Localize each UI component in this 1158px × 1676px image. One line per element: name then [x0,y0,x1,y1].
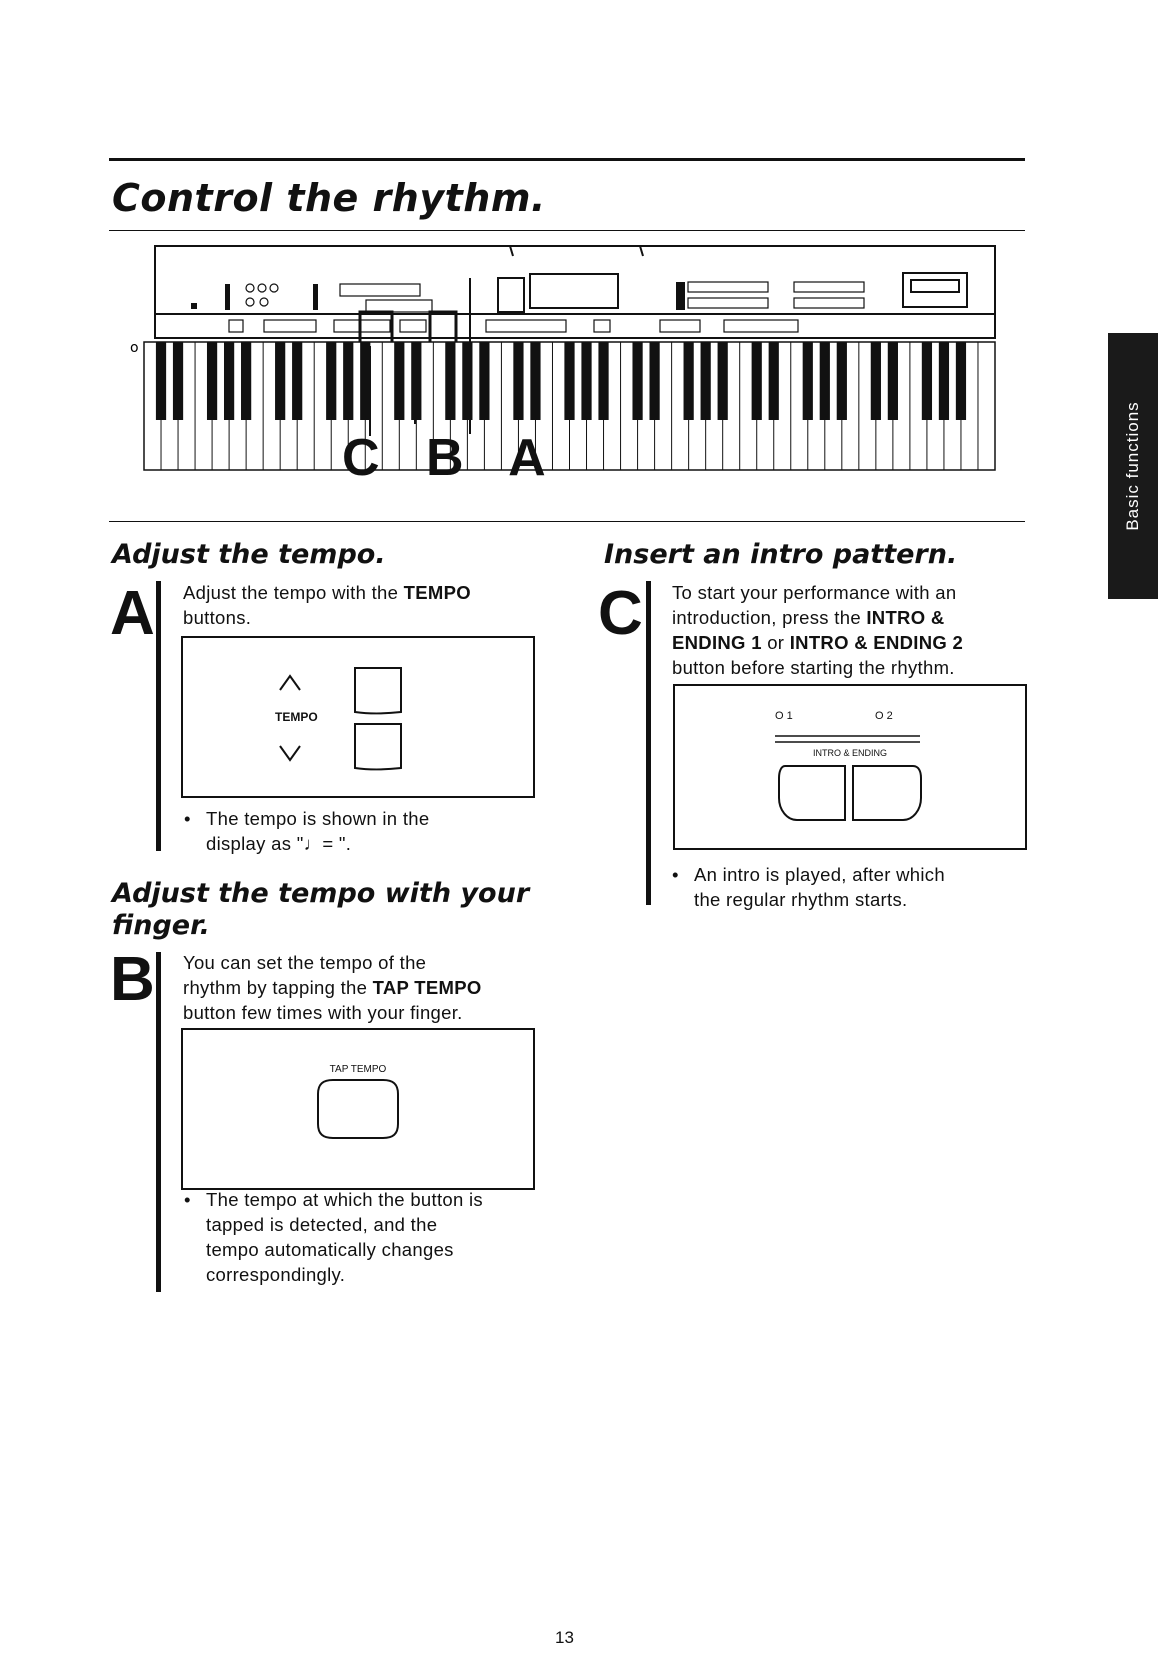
title-underline [109,230,1025,231]
svg-text:o: o [130,340,139,356]
callout-a: A [508,429,562,487]
section-a-bar [156,581,161,851]
side-tab-label: Basic functions [1123,401,1142,531]
tap-tempo-panel [181,1028,535,1190]
callout-c: C [342,429,396,487]
tempo-buttons-graphic [183,638,533,796]
page-title: Control the rhythm. [112,176,546,220]
section-c-bar [646,581,651,905]
heading-intro-pattern: Insert an intro pattern. [604,539,958,570]
callout-b: B [426,429,480,487]
intro-ending-label: INTRO & ENDING [812,748,887,758]
section-letter-b: B [110,945,155,1014]
page-number: 13 [555,1628,574,1647]
side-tab [1108,333,1158,599]
section-b-text: You can set the tempo of the rhythm by tapping the TAP TEMPO button few times with your finger. [183,952,482,1023]
intro-ending-buttons-graphic [675,686,1025,848]
heading-tap-tempo: Adjust the tempo with your finger. [112,878,530,941]
heading-adjust-tempo: Adjust the tempo. [112,539,386,570]
intro-ending-2-label: O 2 [875,710,893,722]
section-c-text: To start your performance with an introduction, press the INTRO & ENDING 1 or INTRO & ENDING 2 button before starting the rhythm. [672,582,964,678]
section-letter-c: C [598,579,643,648]
section-rule [109,521,1025,522]
intro-ending-1-label: O 1 [775,710,793,722]
tempo-label: TEMPO [275,710,318,724]
intro-ending-panel [673,684,1027,850]
section-letter-a: A [110,579,155,648]
top-rule [109,158,1025,161]
section-a-text: Adjust the tempo with the TEMPO buttons. [183,582,471,628]
tap-tempo-button-graphic [183,1030,533,1188]
callout-labels [342,428,562,488]
keyboard-diagram [130,238,1010,508]
tap-tempo-label: TAP TEMPO [329,1064,387,1075]
section-b-bar [156,952,161,1292]
tempo-button-panel [181,636,535,798]
